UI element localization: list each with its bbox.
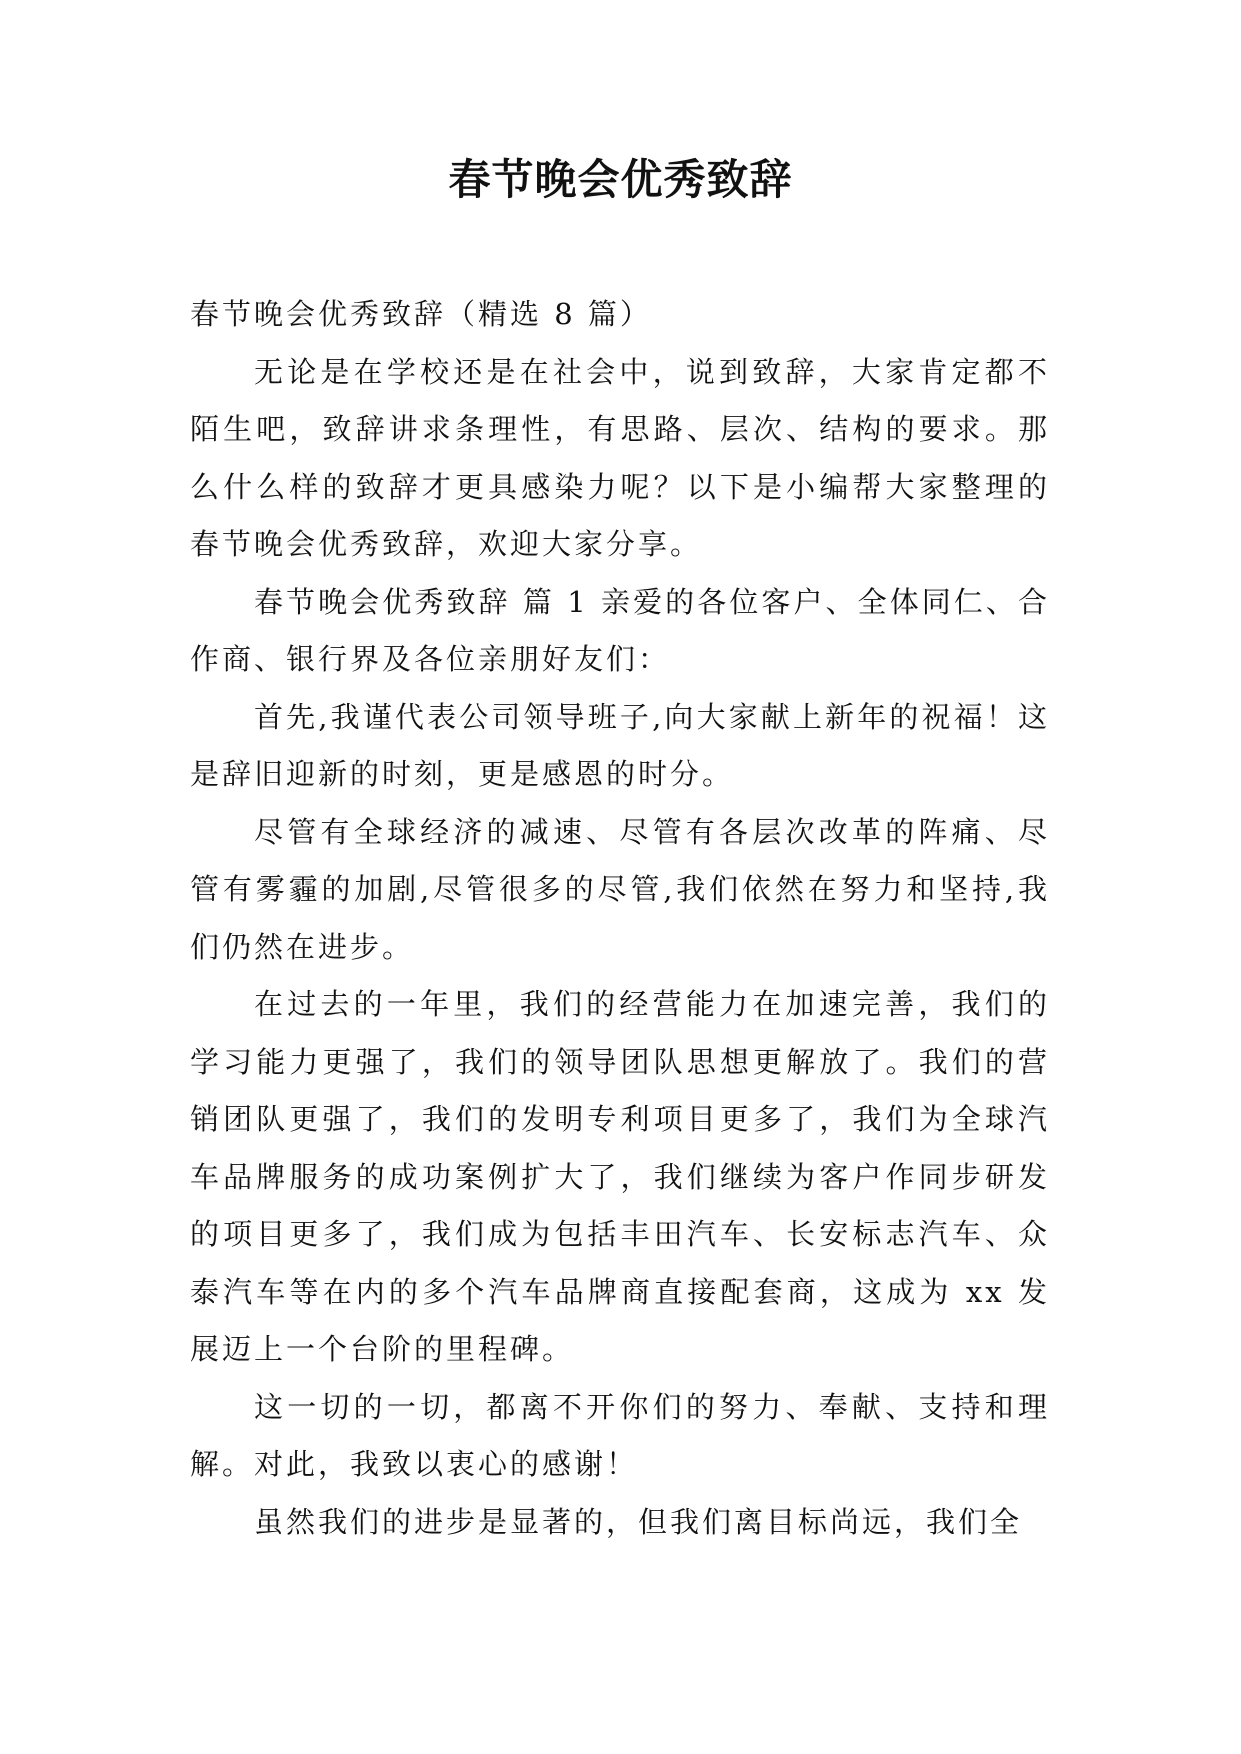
paragraph-thanks: 这一切的一切，都离不开你们的努力、奉献、支持和理解。对此，我致以衷心的感谢！ — [190, 1389, 1050, 1481]
paragraph-goals: 虽然我们的进步是显著的，但我们离目标尚远，我们全 — [254, 1504, 1023, 1539]
document-title: 春节晚会优秀致辞 — [448, 155, 793, 204]
document-subtitle-line: 春节晚会优秀致辞（精选 8 篇） — [190, 297, 652, 331]
paragraph-intro: 无论是在学校还是在社会中，说到致辞，大家肯定都不陌生吧，致辞讲求条理性，有思路、层次、结构的要求。那么什么样的致辞才更具感染力呢？以下是小编帮大家整理的春节晚会优秀致辞，欢迎大家分享。 — [190, 354, 1050, 561]
paragraph-salutation: 春节晚会优秀致辞 篇 1 亲爱的各位客户、全体同仁、合作商、银行界及各位亲朋好友们： — [190, 584, 1050, 676]
paragraph-perseverance: 尽管有全球经济的减速、尽管有各层次改革的阵痛、尽管有雾霾的加剧,尽管很多的尽管,我们依然在努力和坚持,我们仍然在进步。 — [190, 814, 1050, 964]
paragraph-greeting: 首先,我谨代表公司领导班子,向大家献上新年的祝福！这是辞旧迎新的时刻，更是感恩的时分。 — [190, 699, 1050, 791]
paragraph-achievements: 在过去的一年里，我们的经营能力在加速完善，我们的学习能力更强了，我们的领导团队思想更解放了。我们的营销团队更强了，我们的发明专利项目更多了，我们为全球汽车品牌服务的成功案例扩大了，我们继续为客户作同步研发的项目更多了，我们成为包括丰田汽车、长安标志汽车、众泰汽车等在内的多个汽车品牌商直接配套商，这成为 xx 发展迈上一个台阶的里程碑。 — [190, 987, 1050, 1366]
document-body — [190, 286, 1050, 1551]
